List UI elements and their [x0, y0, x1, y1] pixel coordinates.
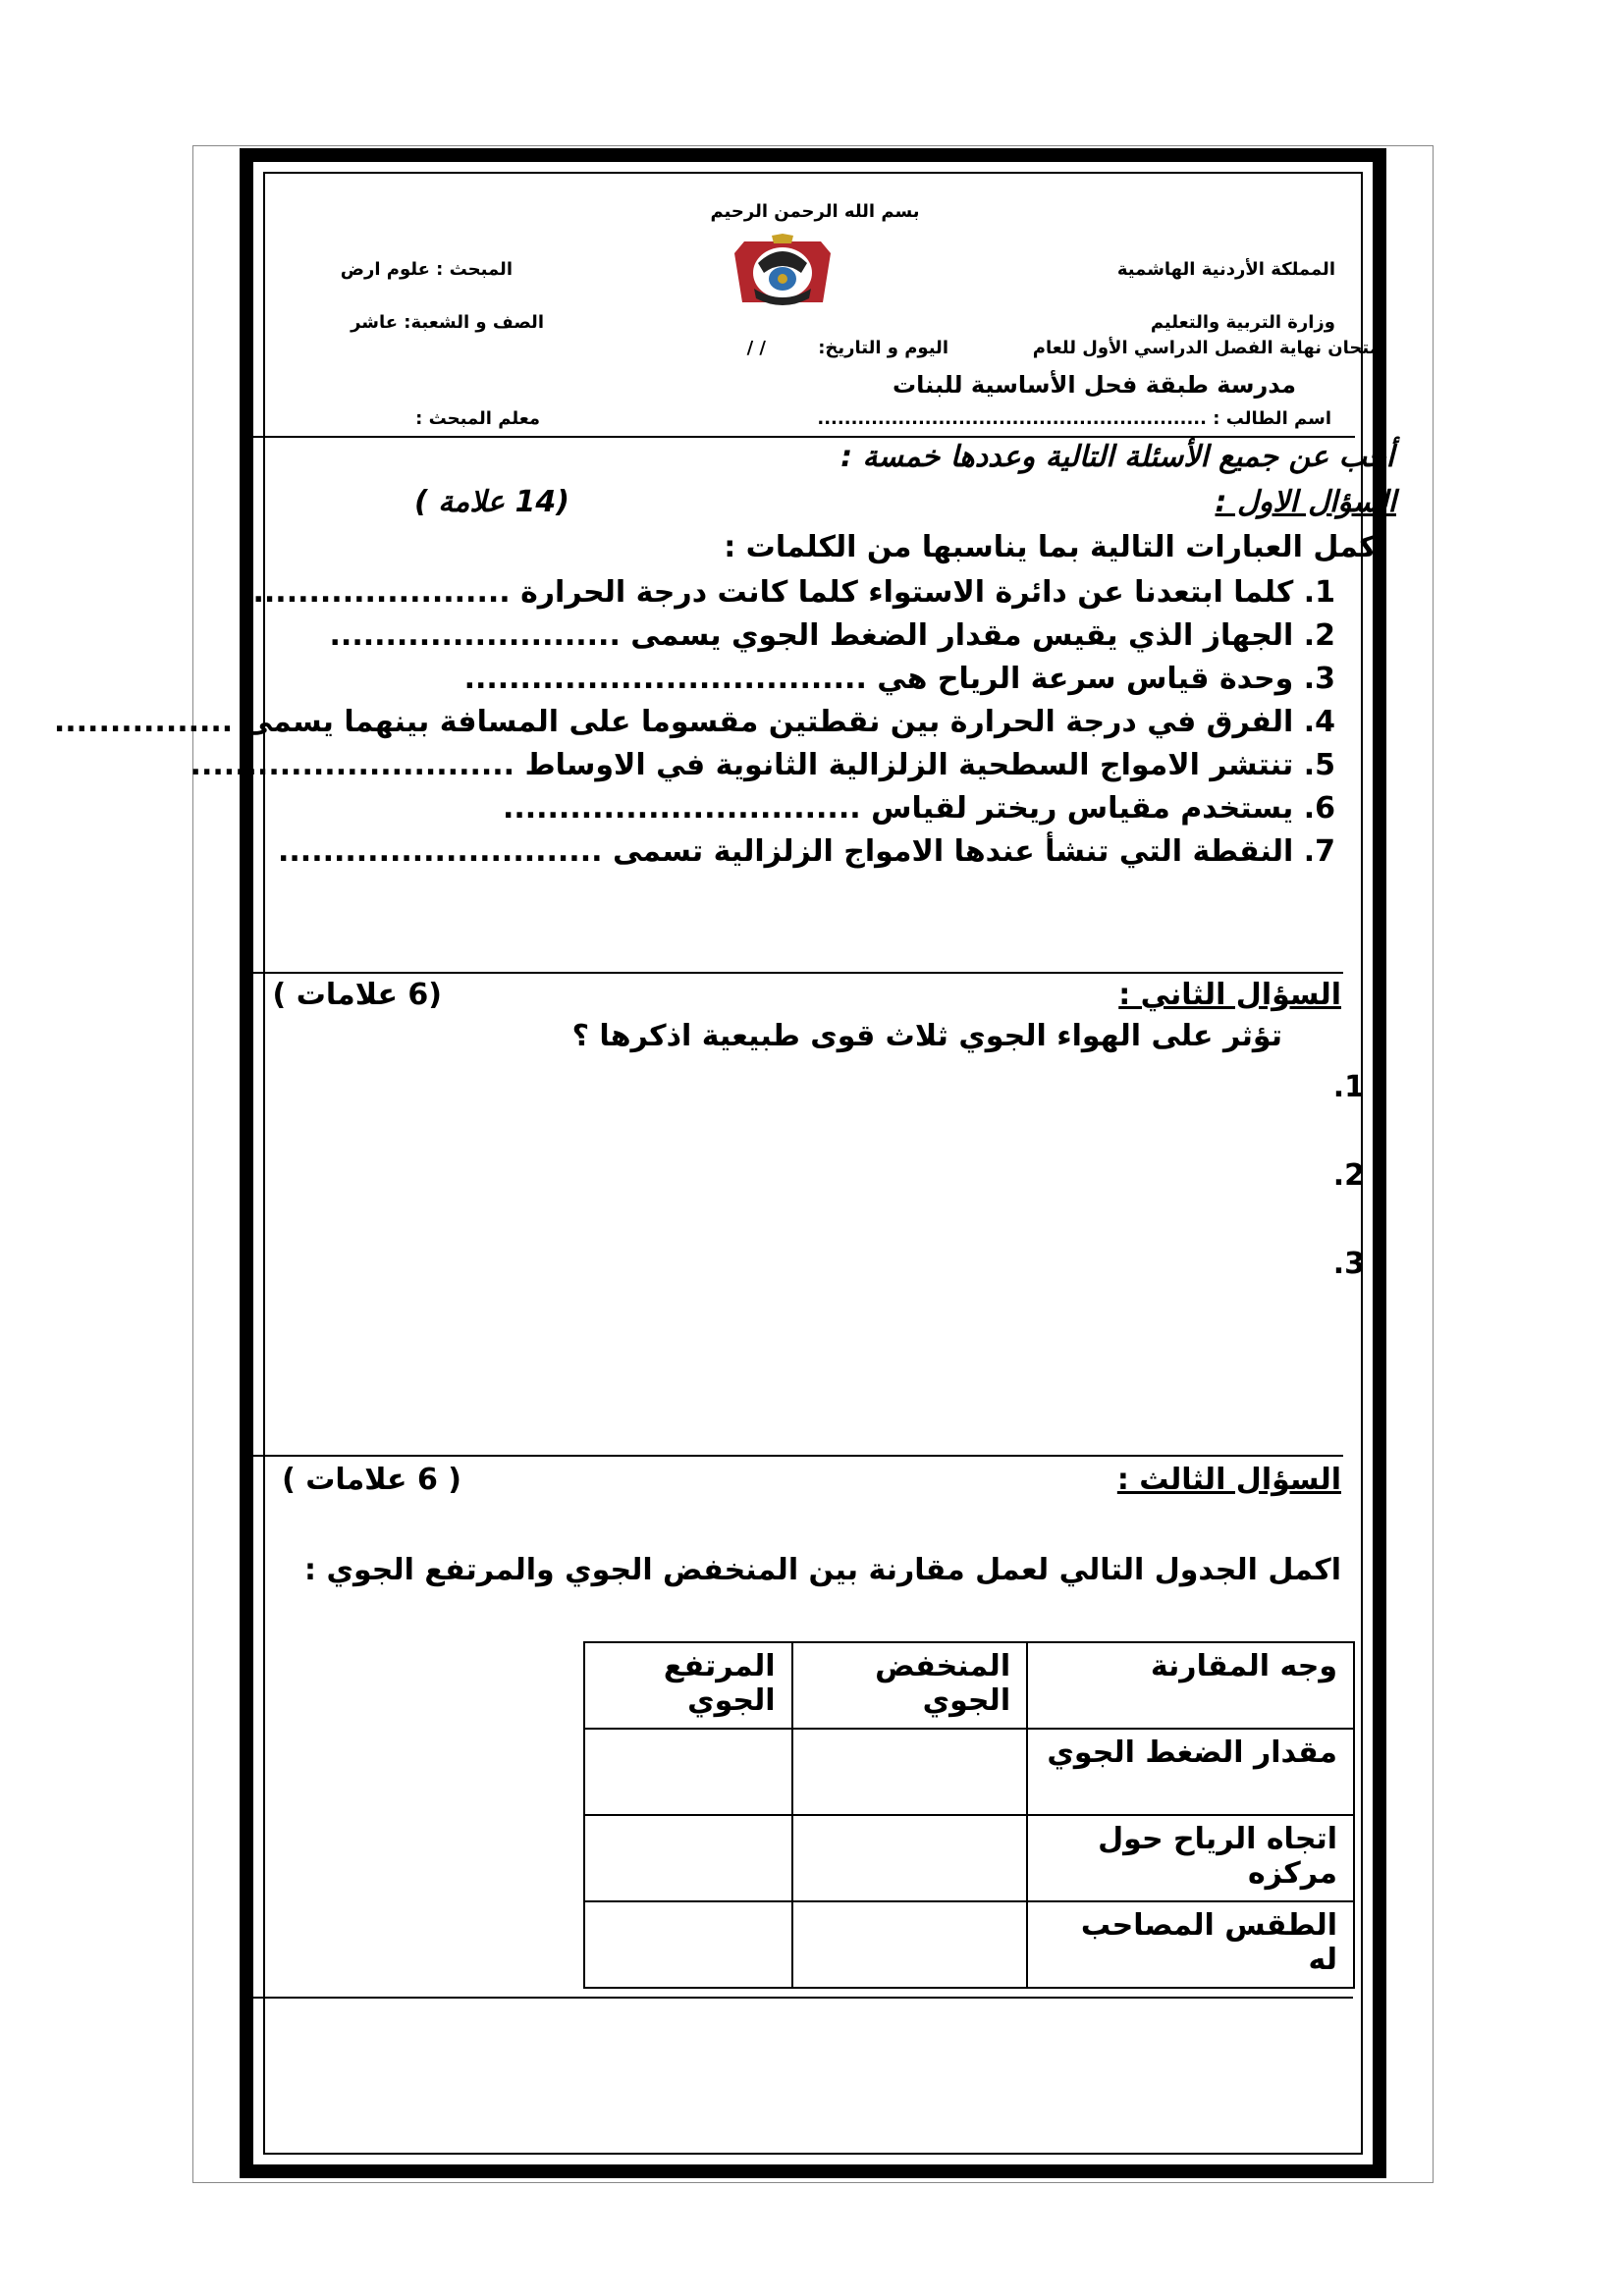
q3-prompt: اكمل الجدول التالي لعمل مقارنة بين المنخفض الجوي والمرتفع الجوي :: [304, 1553, 1341, 1587]
q1-item-1: 1. كلما ابتعدنا عن دائرة الاستواء كلما كانت درجة الحرارة .......................: [252, 575, 1335, 610]
q2-divider: [244, 1455, 1343, 1457]
q1-item-4: 4. الفرق في درجة الحرارة بين نقطتين مقسوما على المسافة بينهما يسمى ................: [53, 705, 1335, 739]
q2-prompt: تؤثر على الهواء الجوي ثلاث قوى طبيعية اذكرها ؟: [571, 1019, 1282, 1053]
table-answer-cell[interactable]: [584, 1901, 792, 1988]
table-header-row: [584, 1642, 1354, 1729]
table-header-cell: المرتفع الجوي: [584, 1642, 792, 1729]
exam-title: امتحان نهاية الفصل الدراسي الأول للعام: [1032, 338, 1386, 358]
q1-marks: (14 علامة ): [413, 485, 569, 519]
table-answer-cell[interactable]: [792, 1901, 1028, 1988]
q1-title: السؤال الاول :: [1215, 485, 1396, 519]
table-row: [584, 1815, 1354, 1901]
table-row-label: مقدار الضغط الجوي: [1027, 1729, 1354, 1815]
table-answer-cell[interactable]: [792, 1815, 1028, 1901]
q3-divider: [244, 1997, 1353, 1999]
instructions: أجب عن جميع الأسئلة التالية وعددها خمسة :: [840, 440, 1394, 474]
q1-item-2: 2. الجهاز الذي يقيس مقدار الضغط الجوي يسمى ..........................: [329, 618, 1335, 653]
comparison-table: [583, 1641, 1355, 1989]
table-row: [584, 1901, 1354, 1988]
table-row-label: اتجاه الرياح حول مركزه: [1027, 1815, 1354, 1901]
table-answer-cell[interactable]: [584, 1729, 792, 1815]
kingdom-name: المملكة الأردنية الهاشمية: [1116, 259, 1335, 280]
student-name-field: اسم الطالب : ..........................................................: [817, 408, 1331, 429]
q1-item-7: 7. النقطة التي تنشأ عندها الامواج الزلزالية تسمى .............................: [278, 834, 1335, 869]
date-field: / /: [746, 338, 766, 358]
table-answer-cell[interactable]: [584, 1815, 792, 1901]
subject-field: المبحث : علوم ارض: [340, 259, 513, 280]
table-answer-cell[interactable]: [792, 1729, 1028, 1815]
q1-divider: [244, 972, 1343, 974]
q1-item-3: 3. وحدة قياس سرعة الرياح هي ....................................: [463, 662, 1335, 696]
q2-answer-1: .1: [1332, 1070, 1365, 1104]
q3-marks: ( 6 علامات ): [282, 1463, 461, 1497]
table-header-cell: المنخفض الجوي: [792, 1642, 1028, 1729]
q1-prompt: اكمل العبارات التالية بما يناسبها من الكلمات :: [724, 530, 1386, 564]
q2-marks: (6 علامات ): [272, 978, 442, 1012]
q2-title: السؤال الثاني :: [1118, 978, 1341, 1012]
q2-answer-2: .2: [1332, 1158, 1365, 1193]
table-row: [584, 1729, 1354, 1815]
day-date-label: اليوم و التاريخ:: [818, 338, 948, 358]
teacher-field: معلم المبحث :: [415, 408, 540, 429]
q1-item-6: 6. يستخدم مقياس ريختر لقياس ................................: [502, 791, 1335, 826]
q2-answer-3: .3: [1332, 1247, 1365, 1281]
basmala: بسم الله الرحمن الرحيم: [710, 201, 920, 222]
table-header-cell: وجه المقارنة: [1027, 1642, 1354, 1729]
school-name: مدرسة طبقة فحل الأساسية للبنات: [893, 371, 1296, 399]
ministry-name: وزارة التربية والتعليم: [1150, 312, 1335, 333]
q3-title: السؤال الثالث :: [1116, 1463, 1341, 1497]
q1-item-5: 5. تنتشر الامواج السطحية الزلزالية الثانوية في الاوساط .............................: [189, 748, 1335, 782]
grade-field: الصف و الشعبة: عاشر: [351, 312, 544, 333]
table-row-label: الطقس المصاحب له: [1027, 1901, 1354, 1988]
jordan-coat-of-arms-icon: [725, 234, 840, 314]
header-divider: [244, 436, 1355, 438]
